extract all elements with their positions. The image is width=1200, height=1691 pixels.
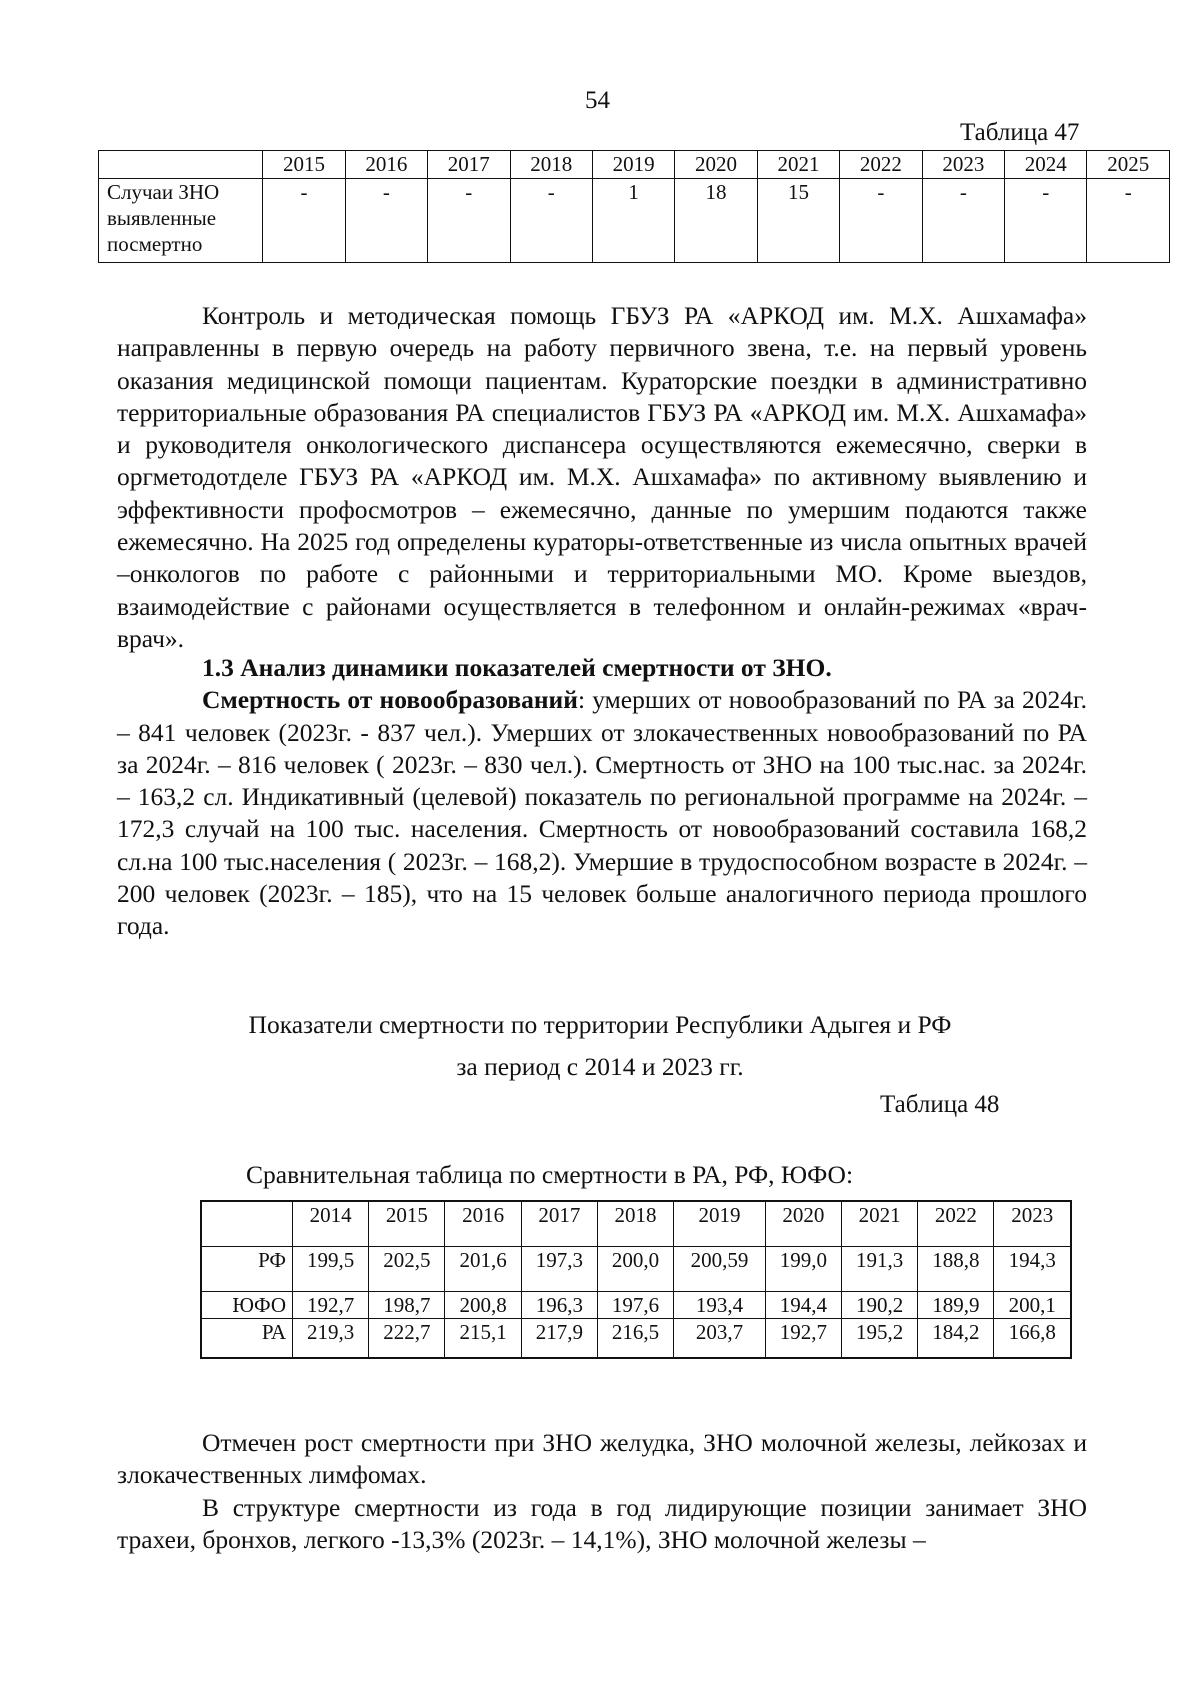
table-48-value-cell: 190,2 bbox=[841, 1292, 917, 1319]
caption-line-2: за период с 2014 и 2023 гг. bbox=[456, 1052, 744, 1081]
table-48-value-cell: 200,8 bbox=[445, 1292, 521, 1319]
page-number: 54 bbox=[585, 87, 610, 114]
table-47-year-cell: 2020 bbox=[675, 151, 757, 179]
body-paragraph-control bbox=[117, 300, 1087, 655]
mortality-lead: Смертность от новообразований bbox=[202, 685, 578, 715]
table-48-year-cell: 2014 bbox=[293, 1201, 369, 1247]
table-48-year-cell: 2021 bbox=[841, 1201, 917, 1247]
table-48-value-cell: 217,9 bbox=[521, 1319, 597, 1359]
table-48-value-cell: 197,3 bbox=[521, 1247, 597, 1292]
table-48-value-cell: 199,0 bbox=[765, 1247, 841, 1292]
table-48-year-cell: 2023 bbox=[994, 1201, 1071, 1247]
table-47-label: Таблица 47 bbox=[960, 119, 1080, 146]
table-48-row-label: РФ bbox=[201, 1247, 293, 1292]
table-48-value-cell: 222,7 bbox=[369, 1319, 445, 1359]
table-48-year-cell: 2019 bbox=[674, 1201, 766, 1247]
table-48-year-cell: 2018 bbox=[597, 1201, 673, 1247]
paragraph-structure: В структуре смертности из года в год лидирующие позиции занимает ЗНО трахеи, бронхов, легкого -13,3% (2023г. – 14,1%), ЗНО молочной железы – bbox=[117, 1492, 1087, 1554]
table-48-value-cell: 200,1 bbox=[994, 1292, 1071, 1319]
table-48-year-cell: 2015 bbox=[369, 1201, 445, 1247]
table-48-value-cell: 194,4 bbox=[765, 1292, 841, 1319]
table-47-year-cell: 2021 bbox=[757, 151, 839, 179]
table-47-value-cell: - bbox=[840, 179, 922, 263]
table-47-value-cell: - bbox=[1005, 179, 1087, 263]
table-48-value-cell: 194,3 bbox=[994, 1247, 1071, 1292]
table-48-header-row bbox=[201, 1201, 1071, 1247]
section-heading: 1.3 Анализ динамики показателей смертности от ЗНО. bbox=[202, 653, 832, 682]
table-47-value-cell: - bbox=[428, 179, 510, 263]
table-48-value-cell: 166,8 bbox=[994, 1319, 1071, 1359]
table-48-value-cell: 201,6 bbox=[445, 1247, 521, 1292]
table-48-value-cell: 215,1 bbox=[445, 1319, 521, 1359]
table-47-year-cell: 2017 bbox=[428, 151, 510, 179]
table-48-value-cell: 188,8 bbox=[918, 1247, 994, 1292]
table-48-row-yufo bbox=[201, 1292, 1071, 1319]
table-47-row bbox=[99, 179, 1170, 263]
table-48-row-label: РА bbox=[201, 1319, 293, 1359]
table-48-row-label: ЮФО bbox=[201, 1292, 293, 1319]
table-48-value-cell: 197,6 bbox=[597, 1292, 673, 1319]
table-47-row-label: Случаи ЗНО выявленные посмертно bbox=[99, 179, 263, 263]
paragraph-text: Контроль и методическая помощь ГБУЗ РА «АРКОД им. М.Х. Ашхамафа» направленны в первую очередь на работу первичного звена, т.е. на первый уровень оказания медицинской помощи пациентам. Кураторские поездки в административно территориальные образования РА специалистов ГБУЗ РА «АРКОД им. М.Х. Ашхамафа» и руководителя онкологического диспансера осуществляются ежемесячно, сверки в оргметодотделе ГБУЗ РА «АРКОД им. М.Х. Ашхамафа» по активному выявлению и эффективности профосмотров – ежемесячно, данные по умершим подаются также ежемесячно. На 2025 год определены кураторы-ответственные из числа опытных врачей –онкологов по работе с районными и территориальными МО. Кроме выездов, взаимодействие с районами осуществляется в телефонном и онлайн-режимах «врач-врач». bbox=[117, 301, 1087, 653]
table-48-corner-cell bbox=[201, 1201, 293, 1247]
table-48-value-cell: 202,5 bbox=[369, 1247, 445, 1292]
table-48-year-cell: 2016 bbox=[445, 1201, 521, 1247]
table-48-value-cell: 189,9 bbox=[918, 1292, 994, 1319]
table-47-year-cell: 2025 bbox=[1087, 151, 1170, 179]
table-47-year-cell: 2019 bbox=[592, 151, 674, 179]
table-47-value-cell: - bbox=[510, 179, 592, 263]
table-48-value-cell: 198,7 bbox=[369, 1292, 445, 1319]
table-48-value-cell: 196,3 bbox=[521, 1292, 597, 1319]
mortality-paragraph bbox=[117, 684, 1087, 942]
table-48-value-cell: 184,2 bbox=[918, 1319, 994, 1359]
table-48-value-cell: 203,7 bbox=[674, 1319, 766, 1359]
table-48-year-cell: 2022 bbox=[918, 1201, 994, 1247]
table-47-value-cell: - bbox=[263, 179, 345, 263]
mortality-text: : умерших от новообразований по РА за 2024г. – 841 человек (2023г. - 837 чел.). Умерших от злокачественных новообразований по РА за 2024г. – 816 человек ( 2023г. – 830 чел.). Смертность от ЗНО на 100 тыс.нас. за 2024г. – 163,2 сл. Индикативный (целевой) показатель по региональной программе на 2024г. – 172,3 случай на 100 тыс. населения. Смертность от новообразований составила 168,2 сл.на 100 тыс.населения ( 2023г. – 168,2). Умершие в трудоспособном возрасте в 2024г. – 200 человек (2023г. – 185), что на 15 человек больше аналогичного периода прошлого года. bbox=[117, 685, 1087, 941]
table-48-subtitle: Сравнительная таблица по смертности в РА, РФ, ЮФО: bbox=[246, 1160, 854, 1189]
table-48 bbox=[200, 1200, 1072, 1359]
table-47-year-cell: 2023 bbox=[922, 151, 1004, 179]
table-48-value-cell: 191,3 bbox=[841, 1247, 917, 1292]
table-48-value-cell: 192,7 bbox=[293, 1292, 369, 1319]
table-48-value-cell: 219,3 bbox=[293, 1319, 369, 1359]
table-47 bbox=[98, 150, 1170, 263]
table-47-value-cell: - bbox=[1087, 179, 1170, 263]
table-47-value-cell: 18 bbox=[675, 179, 757, 263]
table-47-value-cell: 15 bbox=[757, 179, 839, 263]
table-48-value-cell: 195,2 bbox=[841, 1319, 917, 1359]
table-47-year-cell: 2024 bbox=[1005, 151, 1087, 179]
table-47-header-row bbox=[99, 151, 1170, 179]
table-48-year-cell: 2020 bbox=[765, 1201, 841, 1247]
table-47-value-cell: 1 bbox=[592, 179, 674, 263]
table-48-value-cell: 200,59 bbox=[674, 1247, 766, 1292]
table-48-row-rf bbox=[201, 1247, 1071, 1292]
table-48-value-cell: 200,0 bbox=[597, 1247, 673, 1292]
table-48-value-cell: 199,5 bbox=[293, 1247, 369, 1292]
table-48-value-cell: 193,4 bbox=[674, 1292, 766, 1319]
paragraph-growth: Отмечен рост смертности при ЗНО желудка, ЗНО молочной железы, лейкозах и злокачественных лимфомах. bbox=[117, 1428, 1087, 1490]
table-48-row-ra bbox=[201, 1319, 1071, 1359]
table-47-value-cell: - bbox=[345, 179, 427, 263]
table-47-year-cell: 2016 bbox=[345, 151, 427, 179]
caption-line-1: Показатели смертности по территории Республики Адыгея и РФ bbox=[248, 1010, 952, 1039]
table-47-year-cell: 2018 bbox=[510, 151, 592, 179]
table-47-corner-cell bbox=[99, 151, 263, 179]
section-block-mortality bbox=[117, 652, 1087, 943]
table-48-label: Таблица 48 bbox=[880, 1091, 1000, 1118]
closing-paragraphs bbox=[117, 1427, 1087, 1556]
table-48-year-cell: 2017 bbox=[521, 1201, 597, 1247]
table-47-value-cell: - bbox=[922, 179, 1004, 263]
table-48-value-cell: 192,7 bbox=[765, 1319, 841, 1359]
table-48-value-cell: 216,5 bbox=[597, 1319, 673, 1359]
table-47-year-cell: 2022 bbox=[840, 151, 922, 179]
table-47-year-cell: 2015 bbox=[263, 151, 345, 179]
